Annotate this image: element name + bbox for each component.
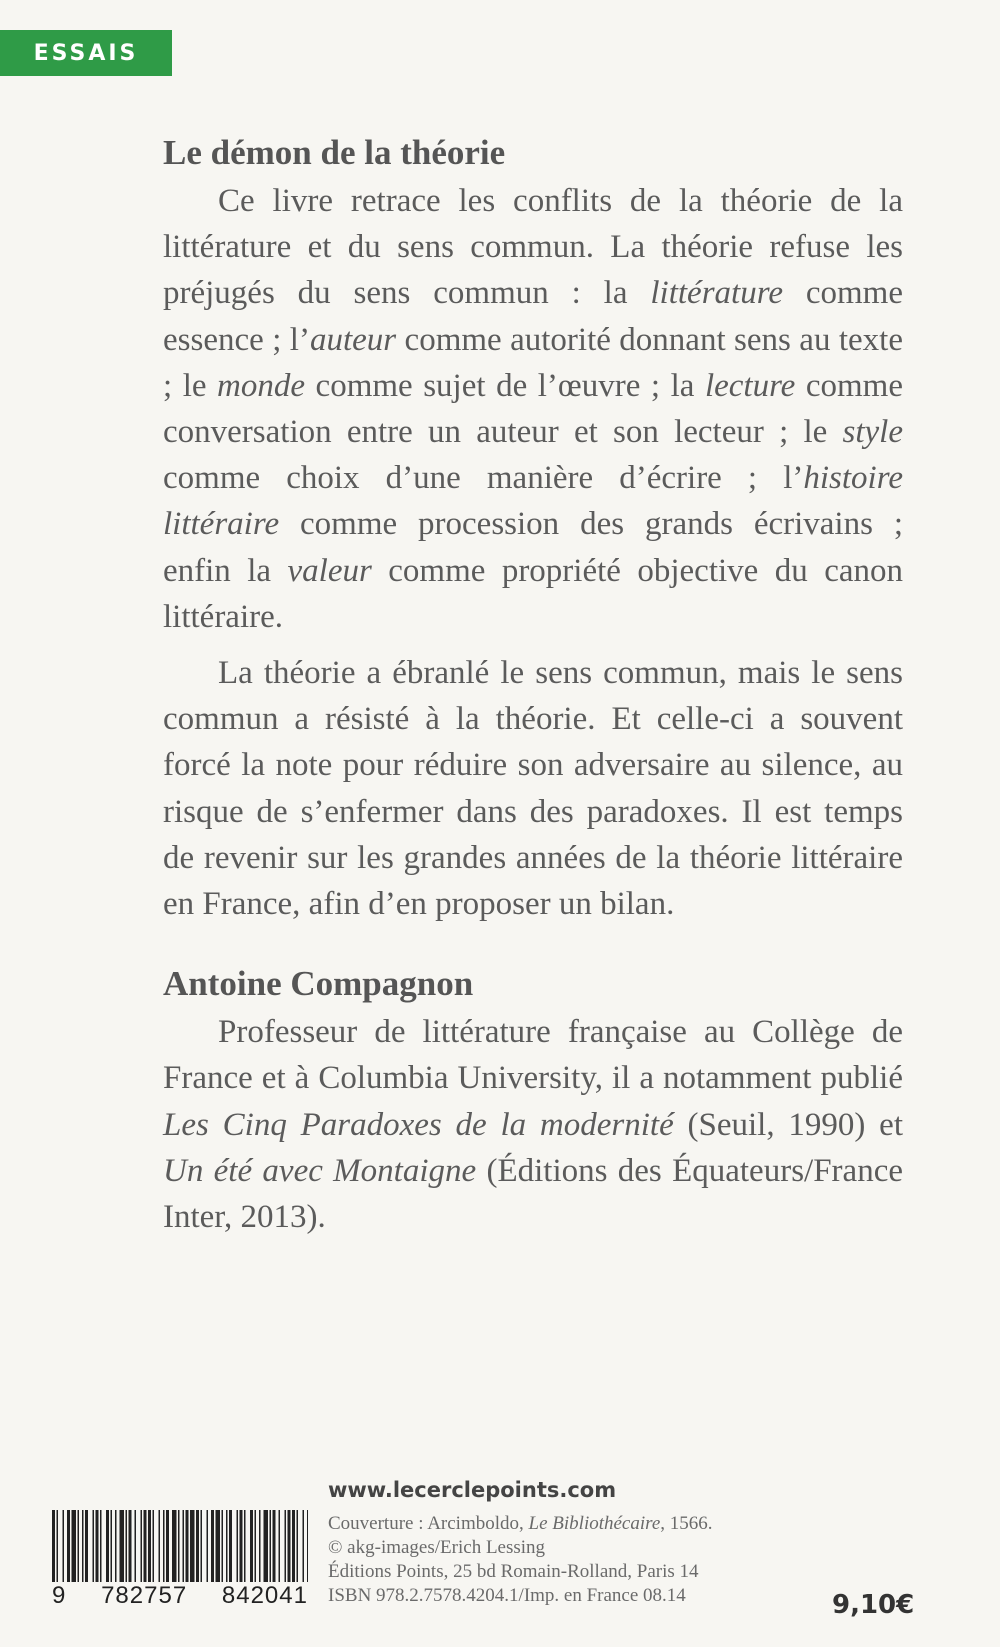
cover-credit: Couverture : Arcimboldo, Le Bibliothécaire, 1566. [328, 1513, 713, 1534]
footer [0, 1470, 1000, 1640]
author-bio: Professeur de littérature française au Collège de France et à Columbia University, il a notamment publié Les Cinq Paradoxes de la modernité (Seuil, 1990) et Un été avec Montaigne (Éditions des Équateurs/France Inter, 2013). [163, 1014, 903, 1236]
isbn-line: ISBN 978.2.7578.4204.1/Imp. en France 08.14 [328, 1585, 686, 1606]
ean-number [52, 1582, 308, 1610]
summary-paragraph-2: La théorie a ébranlé le sens commun, mais le sens commun a résisté à la théorie. Et celle-ci a souvent forcé la note pour réduire son adversaire au silence, au risque de s’enfermer dans des paradoxes. Il est temps de revenir sur les grandes années de la théorie littéraire en France, afin d’en proposer un bilan. [163, 655, 903, 923]
cover-artwork-title: Le Bibliothécaire [528, 1513, 661, 1534]
back-cover-text [163, 128, 903, 1240]
author-name: Antoine Compagnon [163, 964, 474, 1004]
ean-right-group: 842041 [221, 1582, 308, 1609]
website-link[interactable]: www.lecerclepoints.com [328, 1478, 617, 1502]
book-title: Le démon de la théorie [163, 133, 506, 172]
publisher-address: Éditions Points, 25 bd Romain-Rolland, Paris 14 [328, 1561, 699, 1582]
ean-left-group: 782757 [101, 1582, 188, 1609]
credits [328, 1512, 713, 1608]
copyright-line: © akg-images/Erich Lessing [328, 1537, 546, 1558]
price: 9,10€ [832, 1590, 915, 1620]
barcode-bars [52, 1510, 308, 1582]
summary-paragraph-1: Ce livre retrace les conflits de la théorie de la littérature et du sens commun. La théorie refuse les préjugés du sens commun : la littérature comme essence ; l’auteur comme autorité donnant sens au texte ; le monde comme sujet de l’œuvre ; la lecture comme conversation entre un auteur et son lecteur ; le style comme choix d’une manière d’écrire ; l’histoire littéraire comme procession des grands écrivains ; enfin la valeur comme propriété objective du canon littéraire. [163, 183, 904, 635]
collection-badge: ESSAIS [0, 30, 172, 76]
ean-first-digit: 9 [52, 1582, 67, 1609]
